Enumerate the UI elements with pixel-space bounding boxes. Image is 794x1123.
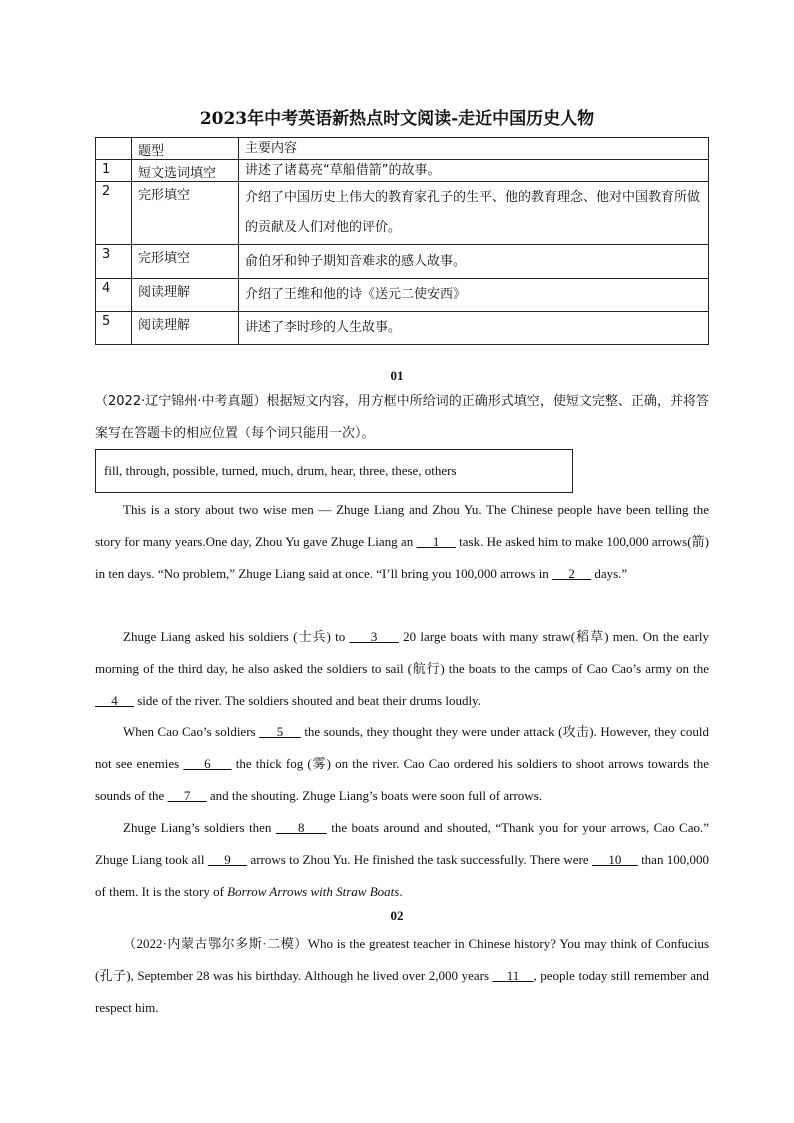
row-type: 短文选词填空 <box>132 160 239 182</box>
row-content: 讲述了李时珍的人生故事。 <box>239 312 709 345</box>
row-type: 完形填空 <box>132 245 239 279</box>
blank-6[interactable]: 6 <box>183 756 232 771</box>
passage1-paragraph-4 <box>95 812 709 908</box>
passage1-paragraph-3 <box>95 716 709 812</box>
row-num: 2 <box>96 182 132 245</box>
blank-1[interactable]: 1 <box>416 534 456 549</box>
table-header-content: 主要内容 <box>239 138 709 160</box>
section1-instruction: （2022·辽宁锦州·中考真题）根据短文内容，用方框中所给词的正确形式填空，使短文完整、正确，并将答案写在答题卡的相应位置（每个词只能用一次）。 <box>95 394 709 441</box>
section-heading-01: 01 <box>390 368 404 383</box>
text: （2022·内蒙古鄂尔多斯·二模）Who is the greatest teacher in Chinese history? You may think of Confucius (孔子), September 28 was his birthday. Although he lived over 2,000 years <box>95 936 709 983</box>
table-header-row <box>96 138 709 160</box>
table-header-num <box>96 138 132 160</box>
table-header-type: 题型 <box>132 138 239 160</box>
table-row <box>96 245 709 279</box>
row-type: 阅读理解 <box>132 279 239 312</box>
page-title: 2023年中考英语新热点时文阅读-走近中国历史人物 <box>199 109 595 129</box>
summary-table <box>95 137 709 345</box>
text: side of the river. The soldiers shouted and beat their drums loudly. <box>134 693 481 708</box>
blank-5[interactable]: 5 <box>259 724 301 739</box>
row-content: 俞伯牙和钟子期知音难求的感人故事。 <box>239 245 709 279</box>
row-content: 介绍了中国历史上伟大的教育家孔子的生平、他的教育理念、他对中国教育所做的贡献及人们对他的评价。 <box>239 182 709 245</box>
row-content: 介绍了王维和他的诗《送元二使安西》 <box>239 279 709 312</box>
row-num: 3 <box>96 245 132 279</box>
passage1-paragraph-1 <box>95 494 709 590</box>
text: arrows to Zhou Yu. He finished the task successfully. There were <box>247 852 592 867</box>
text: the sounds, they thought they were under attack (攻击). However, they could not see enemies <box>95 724 709 771</box>
section-heading-02: 02 <box>390 908 404 923</box>
row-content: 讲述了诸葛亮“草船借箭”的故事。 <box>239 160 709 182</box>
text: task. He asked him to make 100,000 arrows(箭) in ten days. “No problem,” Zhuge Liang said at once. “I’ll bring you 100,000 arrows in <box>95 534 709 581</box>
text: Zhuge Liang’s soldiers then <box>123 820 276 835</box>
row-num: 4 <box>96 279 132 312</box>
row-num: 1 <box>96 160 132 182</box>
row-num: 5 <box>96 312 132 345</box>
row-type: 阅读理解 <box>132 312 239 345</box>
table-row <box>96 182 709 245</box>
blank-7[interactable]: 7 <box>167 788 207 803</box>
text: , people today still remember and respect him. <box>95 968 709 1015</box>
blank-9[interactable]: 9 <box>207 852 248 867</box>
story-title: Borrow Arrows with Straw Boats <box>227 884 400 899</box>
blank-4[interactable]: 4 <box>95 693 134 708</box>
table-row <box>96 160 709 182</box>
blank-2[interactable]: 2 <box>552 566 592 581</box>
text: When Cao Cao’s soldiers <box>123 724 260 739</box>
blank-3[interactable]: 3 <box>349 629 399 644</box>
passage2-paragraph-1 <box>95 928 709 1024</box>
row-type: 完形填空 <box>132 182 239 245</box>
text: 20 large boats with many straw(稻草) men. On the early morning of the third day, he also asked the soldiers to sail (航行) the boats to the camps of Cao Cao’s army on the <box>95 629 710 676</box>
text: the thick fog (雾) on the river. Cao Cao ordered his soldiers to shoot arrows towards the sounds of the <box>95 756 710 803</box>
text: and the shouting. Zhuge Liang’s boats were soon full of arrows. <box>206 788 542 803</box>
passage1-paragraph-2 <box>95 621 709 717</box>
blank-11[interactable]: 11 <box>492 968 534 983</box>
text: the boats around and shouted, “Thank you for your arrows, Cao Cao.” Zhuge Liang took all <box>95 820 709 867</box>
blank-10[interactable]: 10 <box>591 852 638 867</box>
text: . <box>399 884 403 899</box>
text: than 100,000 of them. It is the story of <box>95 852 709 899</box>
text: Zhuge Liang asked his soldiers (士兵) to <box>123 629 350 644</box>
blank-8[interactable]: 8 <box>275 820 327 835</box>
text: days.” <box>591 566 628 581</box>
table-row <box>96 279 709 312</box>
word-box: fill, through, possible, turned, much, drum, hear, three, these, others <box>95 449 573 493</box>
text: This is a story about two wise men — Zhuge Liang and Zhou Yu. The Chinese people have been telling the story for many years.One day, Zhou Yu gave Zhuge Liang an <box>95 502 709 549</box>
table-row <box>96 312 709 345</box>
